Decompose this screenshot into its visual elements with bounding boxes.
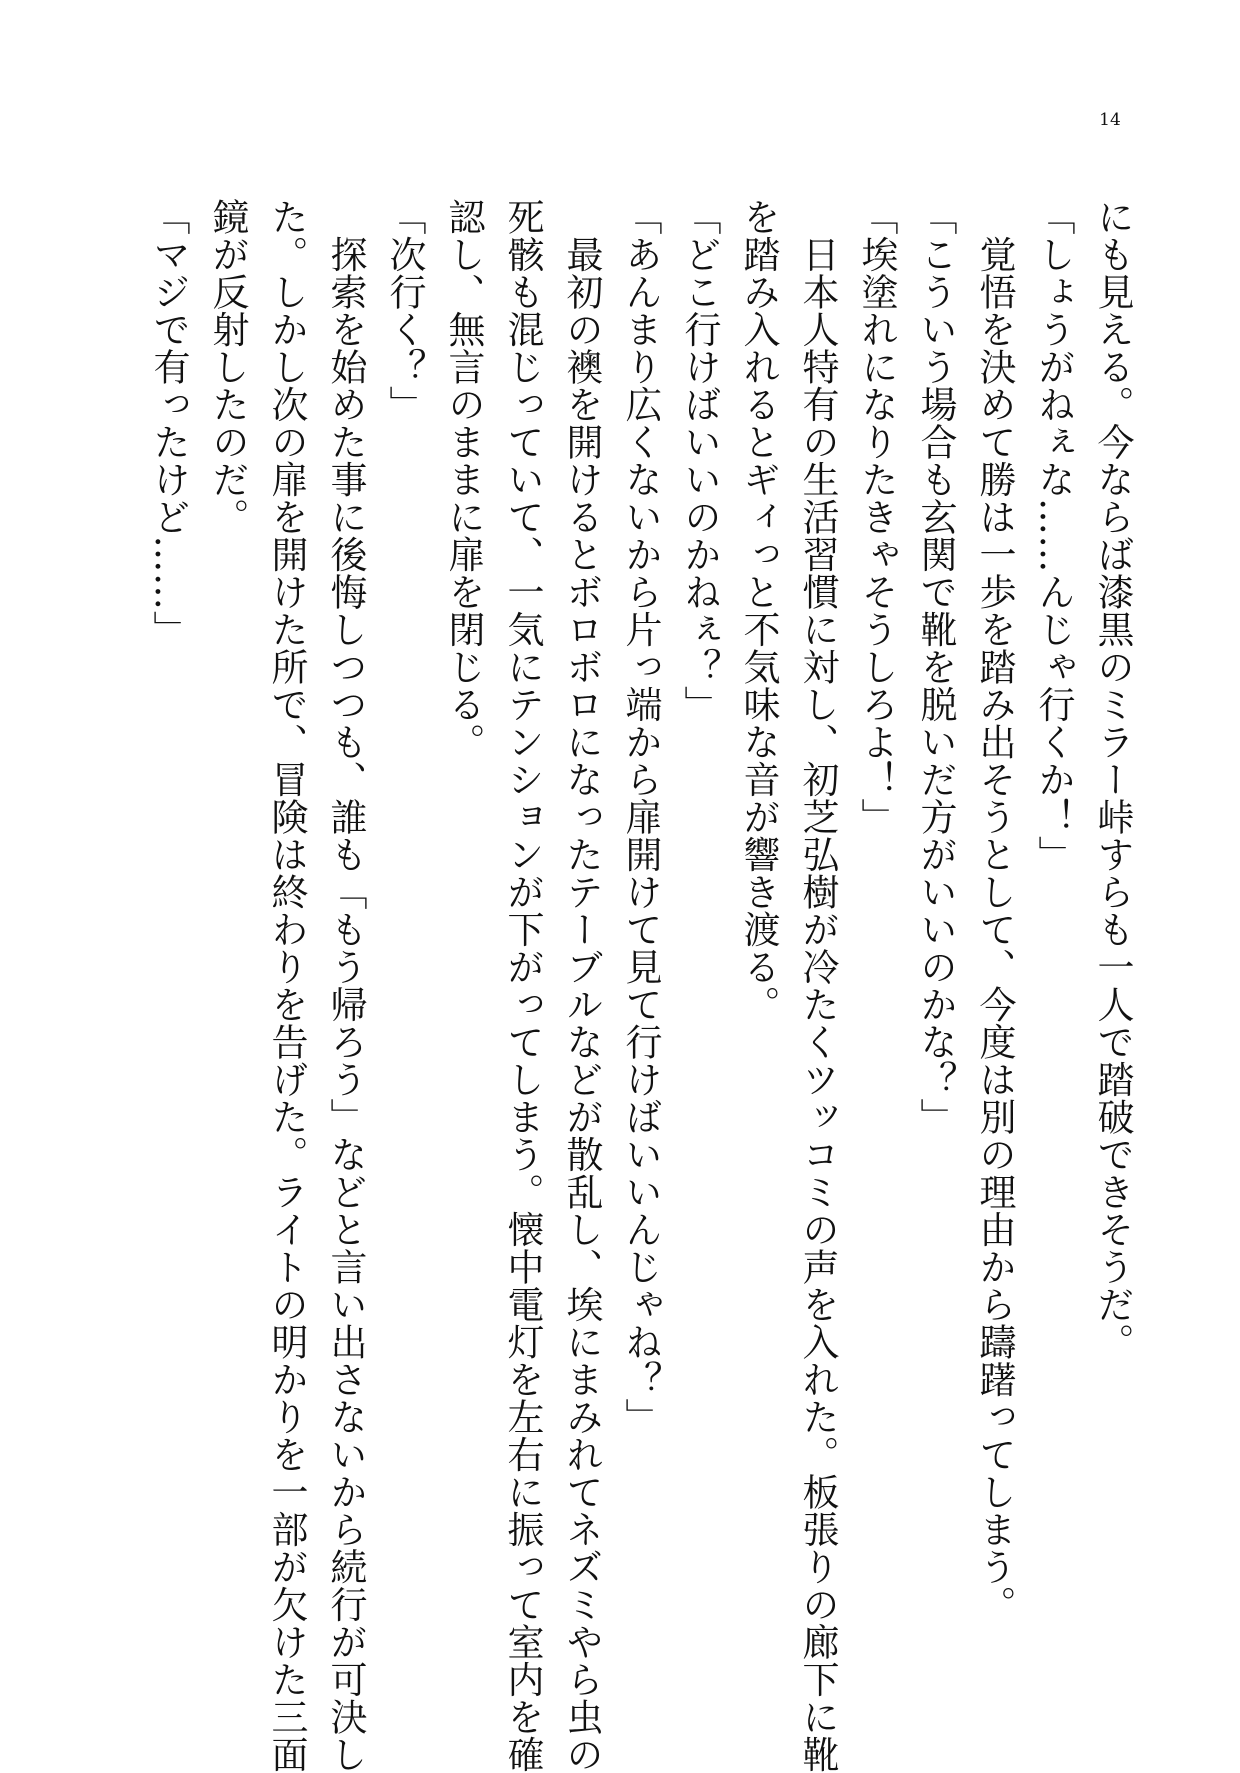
text-line: 「こういう場合も玄関で靴を脱いだ方がいいのかな？」	[914, 198, 957, 1136]
text-line: 「次行く？」	[383, 198, 426, 423]
text-line: 「しょうがねぇな……んじゃ行くか！」	[1032, 198, 1075, 873]
text-line: 「どこ行けばいいのかねぇ？」	[678, 198, 721, 723]
page-number: 14	[1099, 110, 1121, 130]
vertical-body-text	[139, 198, 1142, 1773]
text-line: を踏み入れるとギィっと不気味な音が響き渡る。	[737, 198, 780, 1023]
text-line: 鏡が反射したのだ。	[206, 198, 249, 536]
text-line: 「マジで有ったけど……」	[147, 198, 190, 648]
text-line: 最初の襖を開けるとボロボロになったテーブルなどが散乱し、埃にまみれてネズミやら虫の	[560, 198, 603, 1773]
text-line: 「埃塗れになりたきゃそうしろよ！」	[855, 198, 898, 836]
text-line: にも見える。今ならば漆黒のミラー峠すらも一人で踏破できそうだ。	[1091, 198, 1134, 1361]
text-line: 死骸も混じっていて、一気にテンションが下がってしまう。懐中電灯を左右に振って室内を確	[501, 198, 544, 1773]
text-line: 「あんまり広くないから片っ端から扉開けて見て行けばいいんじゃね？」	[619, 198, 662, 1436]
text-line: 認し、無言のままに扉を閉じる。	[442, 198, 485, 761]
text-line: 探索を始めた事に後悔しつつも、誰も「もう帰ろう」などと言い出さないから続行が可決し	[324, 198, 367, 1773]
text-line: た。しかし次の扉を開けた所で、冒険は終わりを告げた。ライトの明かりを一部が欠けた三面	[265, 198, 308, 1773]
text-line: 覚悟を決めて勝は一歩を踏み出そうとして、今度は別の理由から躊躇ってしまう。	[973, 198, 1016, 1623]
text-line: 日本人特有の生活習慣に対し、初芝弘樹が冷たくツッコミの声を入れた。板張りの廊下に靴	[796, 198, 839, 1773]
